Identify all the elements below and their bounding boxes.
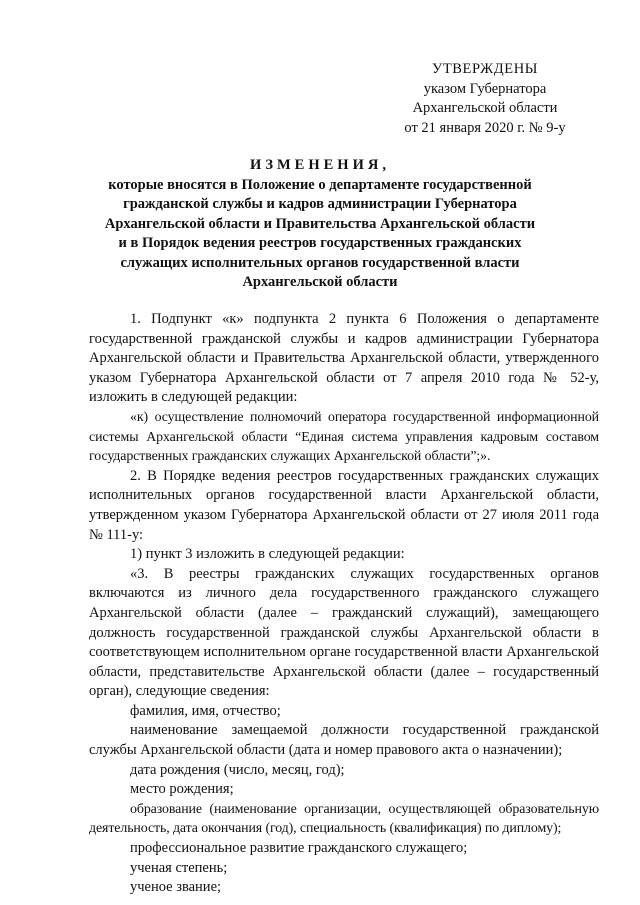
title-heading: ИЗМЕНЕНИЯ, bbox=[250, 157, 390, 173]
title-line: гражданской службы и кадров администрации Губернатора bbox=[123, 196, 517, 212]
list-item: образование (наименование организации, осуществляющей образовательную деятельность, дата окончания (год), специальность (квалификация) по диплому); bbox=[89, 801, 599, 837]
title-line: которые вносятся в Положение о департаменте государственной bbox=[108, 176, 532, 193]
approval-stamp bbox=[380, 60, 590, 138]
paragraph: 1. Подпункт «к» подпункта 2 пункта 6 Положения о департаменте государственной гражданской службы и кадров администрации Губернатора Архангельской области и Правительства Архангельской области, утвержденного указом Губернатора Архангельской области от 7 апреля 2010 года № 52-у, изложить в следующей редакции: bbox=[89, 311, 599, 406]
list-item: дата рождения (число, месяц, год); bbox=[130, 761, 345, 778]
title-line: Архангельской области и Правительства Архангельской области bbox=[104, 215, 536, 232]
paragraph: 2. В Порядке ведения реестров государственных гражданских служащих исполнительных органов государственной власти Архангельской области, утвержденном указом Губернатора Архангельской области от 27 июля 2011 года № 111-у: bbox=[89, 467, 599, 543]
title-line: служащих исполнительных органов государственной власти bbox=[120, 254, 520, 271]
approval-line: Архангельской области bbox=[412, 100, 558, 116]
list-item: профессиональное развитие гражданского служащего; bbox=[130, 840, 468, 857]
list-item: фамилия, имя, отчество; bbox=[130, 702, 281, 719]
paragraph: «к) осуществление полномочий оператора государственной информационной системы Архангельской области “Единая система управления кадровым составом государственных гражданских служащих Архангельской области”;». bbox=[89, 409, 599, 465]
title-line: Архангельской области bbox=[242, 274, 398, 290]
list-item: место рождения; bbox=[130, 781, 234, 798]
paragraph: 1) пункт 3 изложить в следующей редакции: bbox=[130, 546, 405, 563]
approval-title: УТВЕРЖДЕНЫ bbox=[431, 61, 539, 77]
paragraph: «3. В реестры гражданских служащих государственных органов включаются из личного дела государственного гражданского служащего Архангельской области (далее – гражданский служащий), замещающего должность государственной гражданской службы Архангельской области в соответствующем исполнительном органе государственной власти Архангельской области, представительстве Архангельской области (далее – государственный орган), следующие сведения: bbox=[89, 565, 599, 700]
document-title bbox=[80, 156, 560, 293]
approval-line: указом Губернатора bbox=[423, 80, 547, 97]
document-body bbox=[89, 310, 599, 898]
list-item: ученое звание; bbox=[130, 879, 222, 896]
title-line: и в Порядок ведения реестров государственных гражданских bbox=[118, 235, 522, 251]
list-item: ученая степень; bbox=[130, 859, 228, 876]
list-item: наименование замещаемой должности государственной гражданской службы Архангельской области (дата и номер правового акта о назначении); bbox=[89, 722, 599, 759]
approval-date: от 21 января 2020 г. № 9-у bbox=[404, 119, 566, 136]
